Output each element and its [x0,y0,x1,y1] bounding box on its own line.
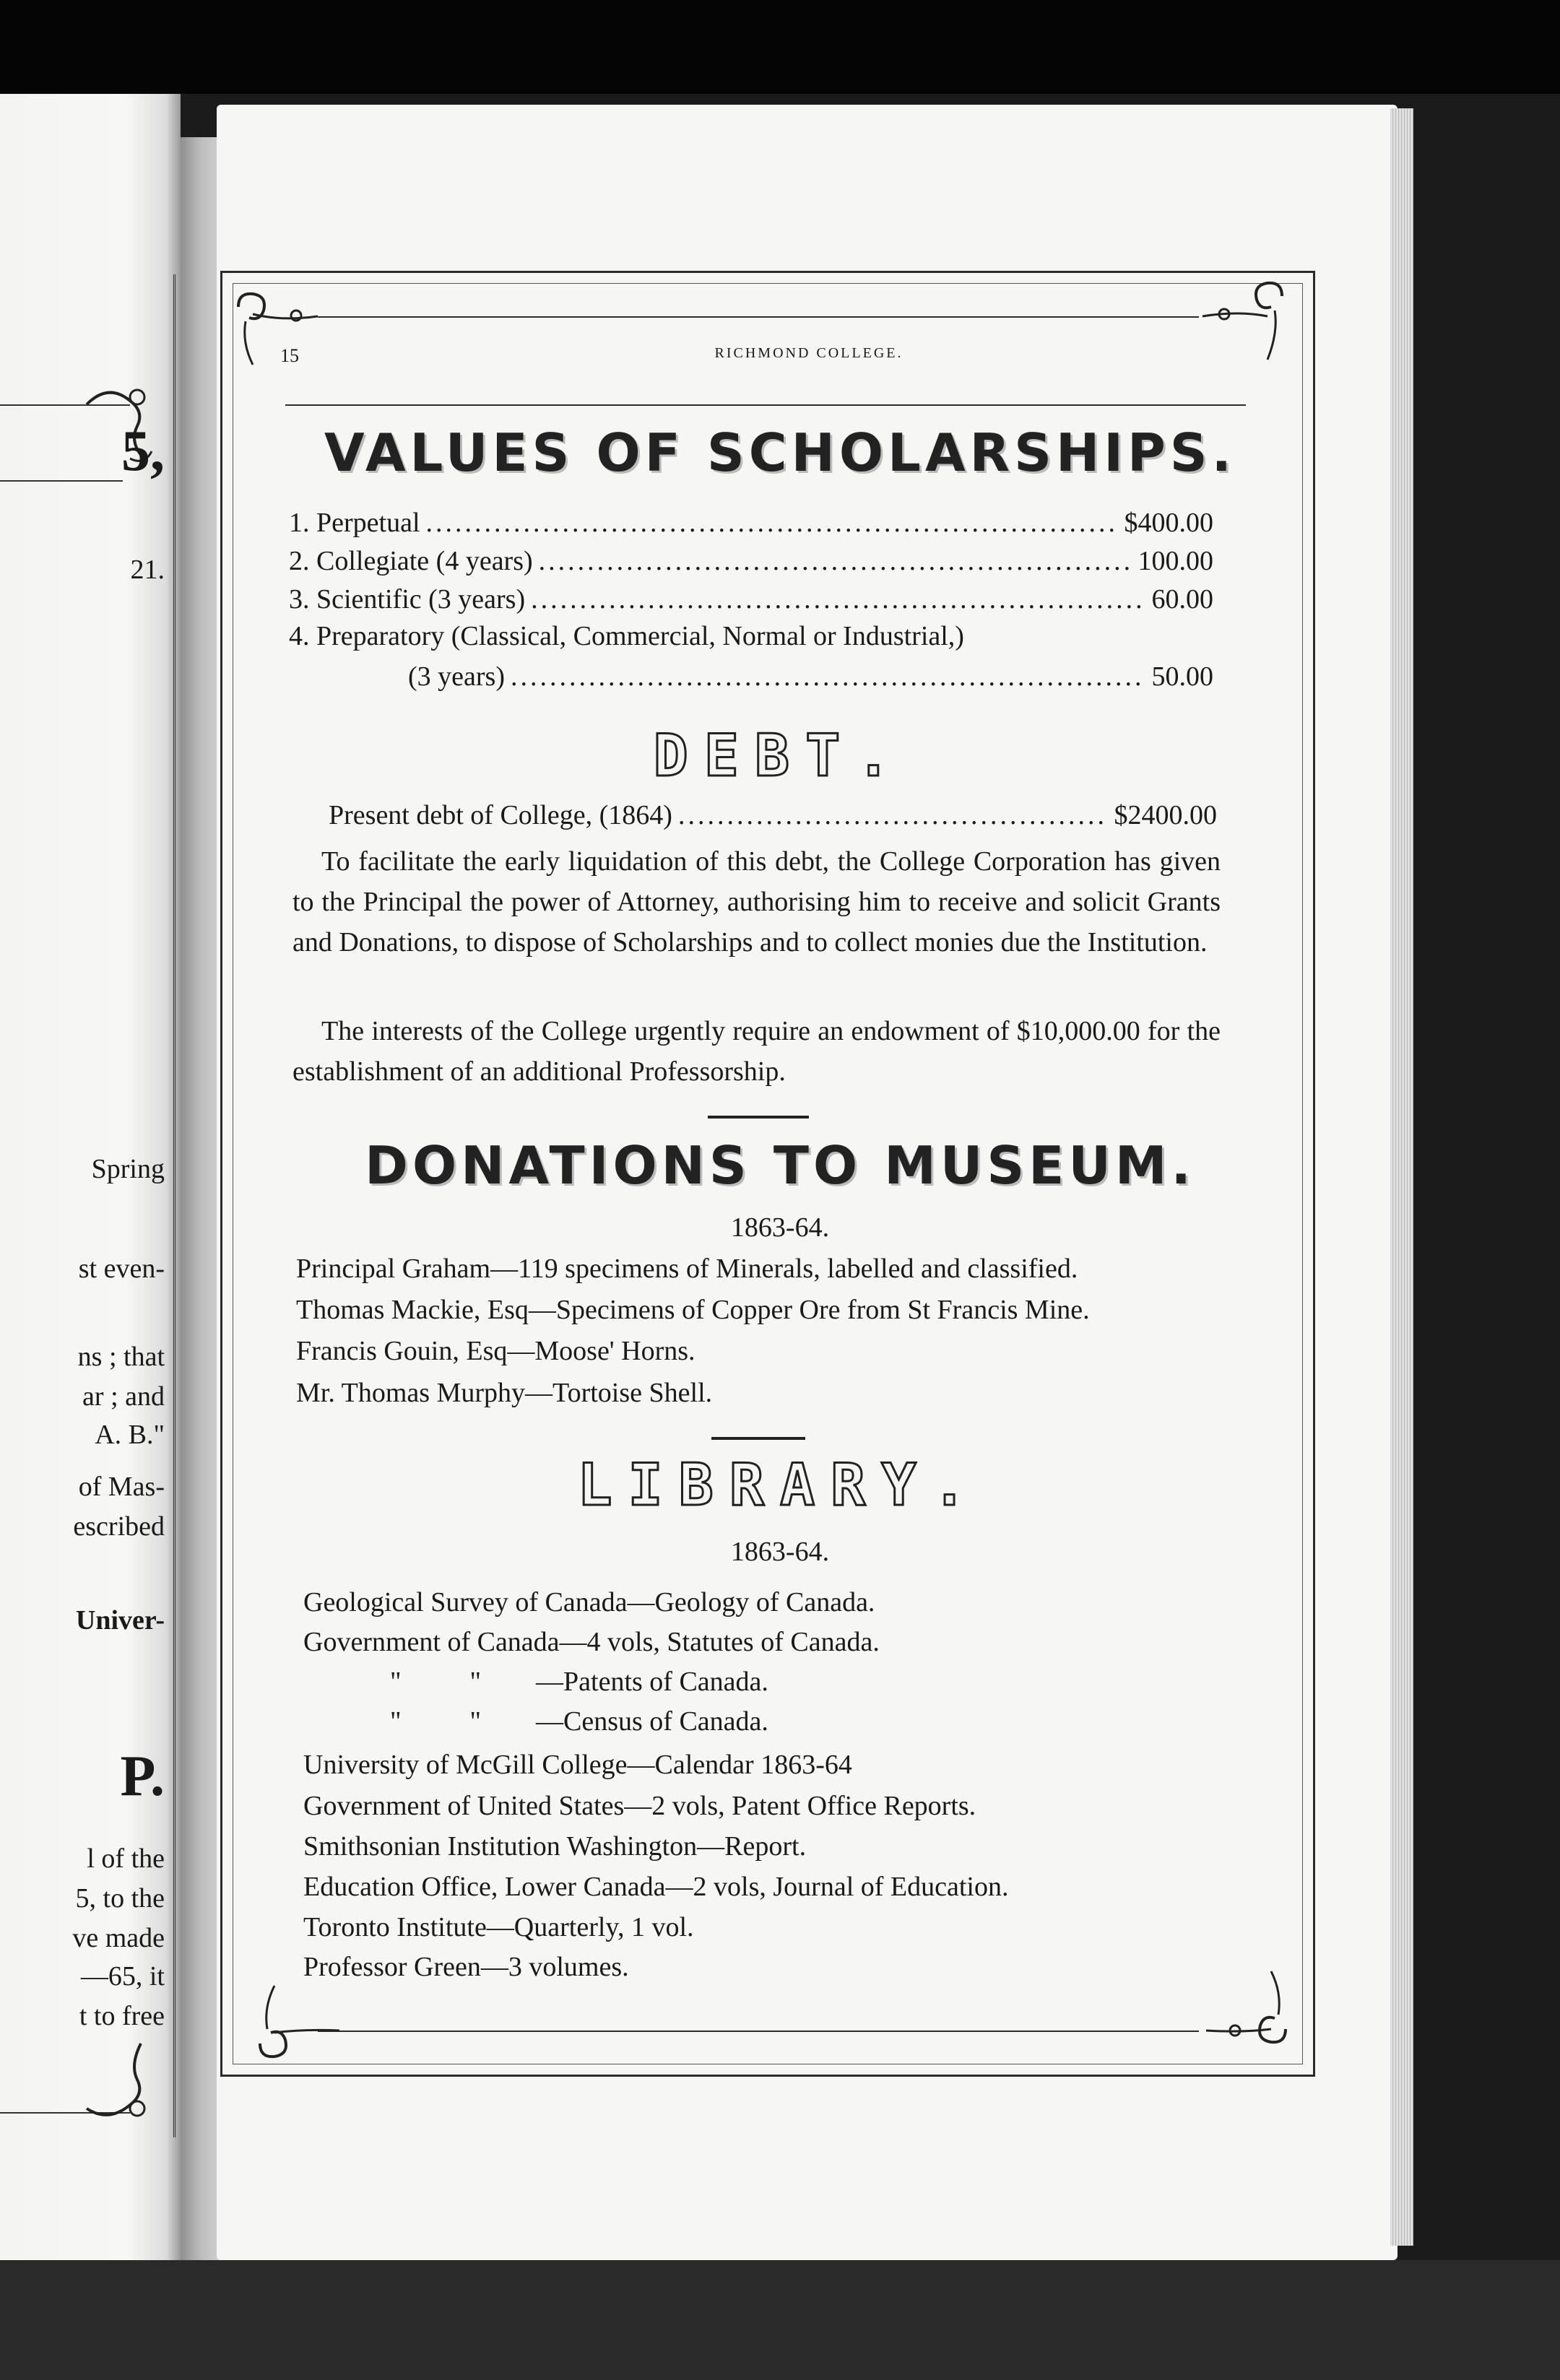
left-fragment: —65, it [80,1961,165,1992]
left-fragment: P. [120,1745,165,1808]
scholarship-amount: 100.00 [1138,546,1213,576]
left-fragment: Spring [91,1154,165,1184]
library-item: " " —Patents of Canada. [390,1667,768,1697]
scholarship-row [289,509,1213,537]
library-item: Education Office, Lower Canada—2 vols, Journal of Education. [303,1872,1009,1902]
library-heading: LIBRARY. [577,1451,983,1519]
left-fragment: A. B." [95,1420,165,1450]
museum-item: Thomas Mackie, Esq—Specimens of Copper Ore from St Francis Mine. [296,1295,1090,1325]
running-title: RICHMOND COLLEGE. [714,345,904,361]
section-divider [708,1116,809,1119]
left-fragment: ns ; that [77,1342,165,1372]
debt-paragraph-1: To facilitate the early liquidation of this debt, the College Corporation has given to the Principal the power of Attorney, authorising him to receive and solicit Grants and Donations, to dispose of Scholarships and to collect monies due the Institution. [292,846,1221,957]
museum-year: 1863-64. [730,1212,830,1243]
debt-label: Present debt of College, (1864) [329,800,672,830]
museum-item: Principal Graham—119 specimens of Minerals, labelled and classified. [296,1254,1078,1284]
scholarship-label: (3 years) [408,661,505,692]
scholarship-amount: 50.00 [1151,661,1213,692]
header-rule [285,404,1246,406]
debt-heading: DEBT. [653,722,907,789]
left-fragment: ve made [72,1923,165,1953]
left-fragment: 21. [130,555,165,585]
left-fragment: t to free [79,2001,165,2031]
left-fragment: st even- [78,1254,165,1284]
scholarship-amount: 60.00 [1151,584,1213,614]
top-ornament-rule [318,316,1199,318]
bottom-right-flourish-icon [1192,1964,1300,2051]
debt-row [329,802,1217,829]
library-item: Professor Green—3 volumes. [303,1952,629,1982]
page-number: 15 [280,345,299,366]
scholarship-label: 1. Perpetual [289,508,420,538]
library-item: Toronto Institute—Quarterly, 1 vol. [303,1912,694,1942]
left-fragment: of Mas- [78,1472,165,1502]
bottom-left-flourish-icon [246,1979,354,2065]
scholarship-label: 4. Preparatory (Classical, Commercial, Normal or Industrial,) [289,621,964,651]
left-fragment: l of the [87,1843,165,1874]
section-divider [711,1437,805,1440]
library-item: Geological Survey of Canada—Geology of Canada. [303,1587,875,1617]
museum-item: Mr. Thomas Murphy—Tortoise Shell. [296,1378,713,1408]
left-fragment: Univer- [75,1605,165,1636]
museum-item: Francis Gouin, Esq—Moose' Horns. [296,1336,696,1366]
scholarship-row [408,663,1213,690]
scholarship-row [289,547,1213,575]
left-fragment: escribed [73,1511,165,1542]
left-fragment: 5, to the [75,1883,165,1914]
library-item: University of McGill College—Calendar 1863-64 [303,1750,852,1780]
scan-top-border [0,0,1560,94]
museum-heading: DONATIONS TO MUSEUM. [365,1135,1195,1196]
scholarship-label: 3. Scientific (3 years) [289,584,526,614]
library-year: 1863-64. [730,1537,830,1567]
left-fragment: ar ; and [82,1381,165,1412]
library-item: Smithsonian Institution Washington—Report. [303,1831,807,1862]
library-item: Government of Canada—4 vols, Statutes of Canada. [303,1627,880,1657]
bottom-ornament-rule [318,2031,1199,2032]
debt-amount: $2400.00 [1114,800,1217,830]
scholarship-amount: $400.00 [1124,508,1213,538]
library-item: " " —Census of Canada. [390,1706,768,1737]
scholarships-heading: VALUES OF SCHOLARSHIPS. [324,422,1236,483]
left-bottom-ornament-icon [79,2029,159,2130]
scholarship-label: 2. Collegiate (4 years) [289,546,533,576]
library-item: Government of United States—2 vols, Patent Office Reports. [303,1791,976,1821]
scan-bottom-border [0,2260,1560,2380]
debt-paragraph-2: The interests of the College urgently require an endowment of $10,000.00 for the establishment of an additional Professorship. [292,1016,1221,1087]
left-fragment: 5, [121,420,165,483]
scholarship-row [289,586,1213,613]
